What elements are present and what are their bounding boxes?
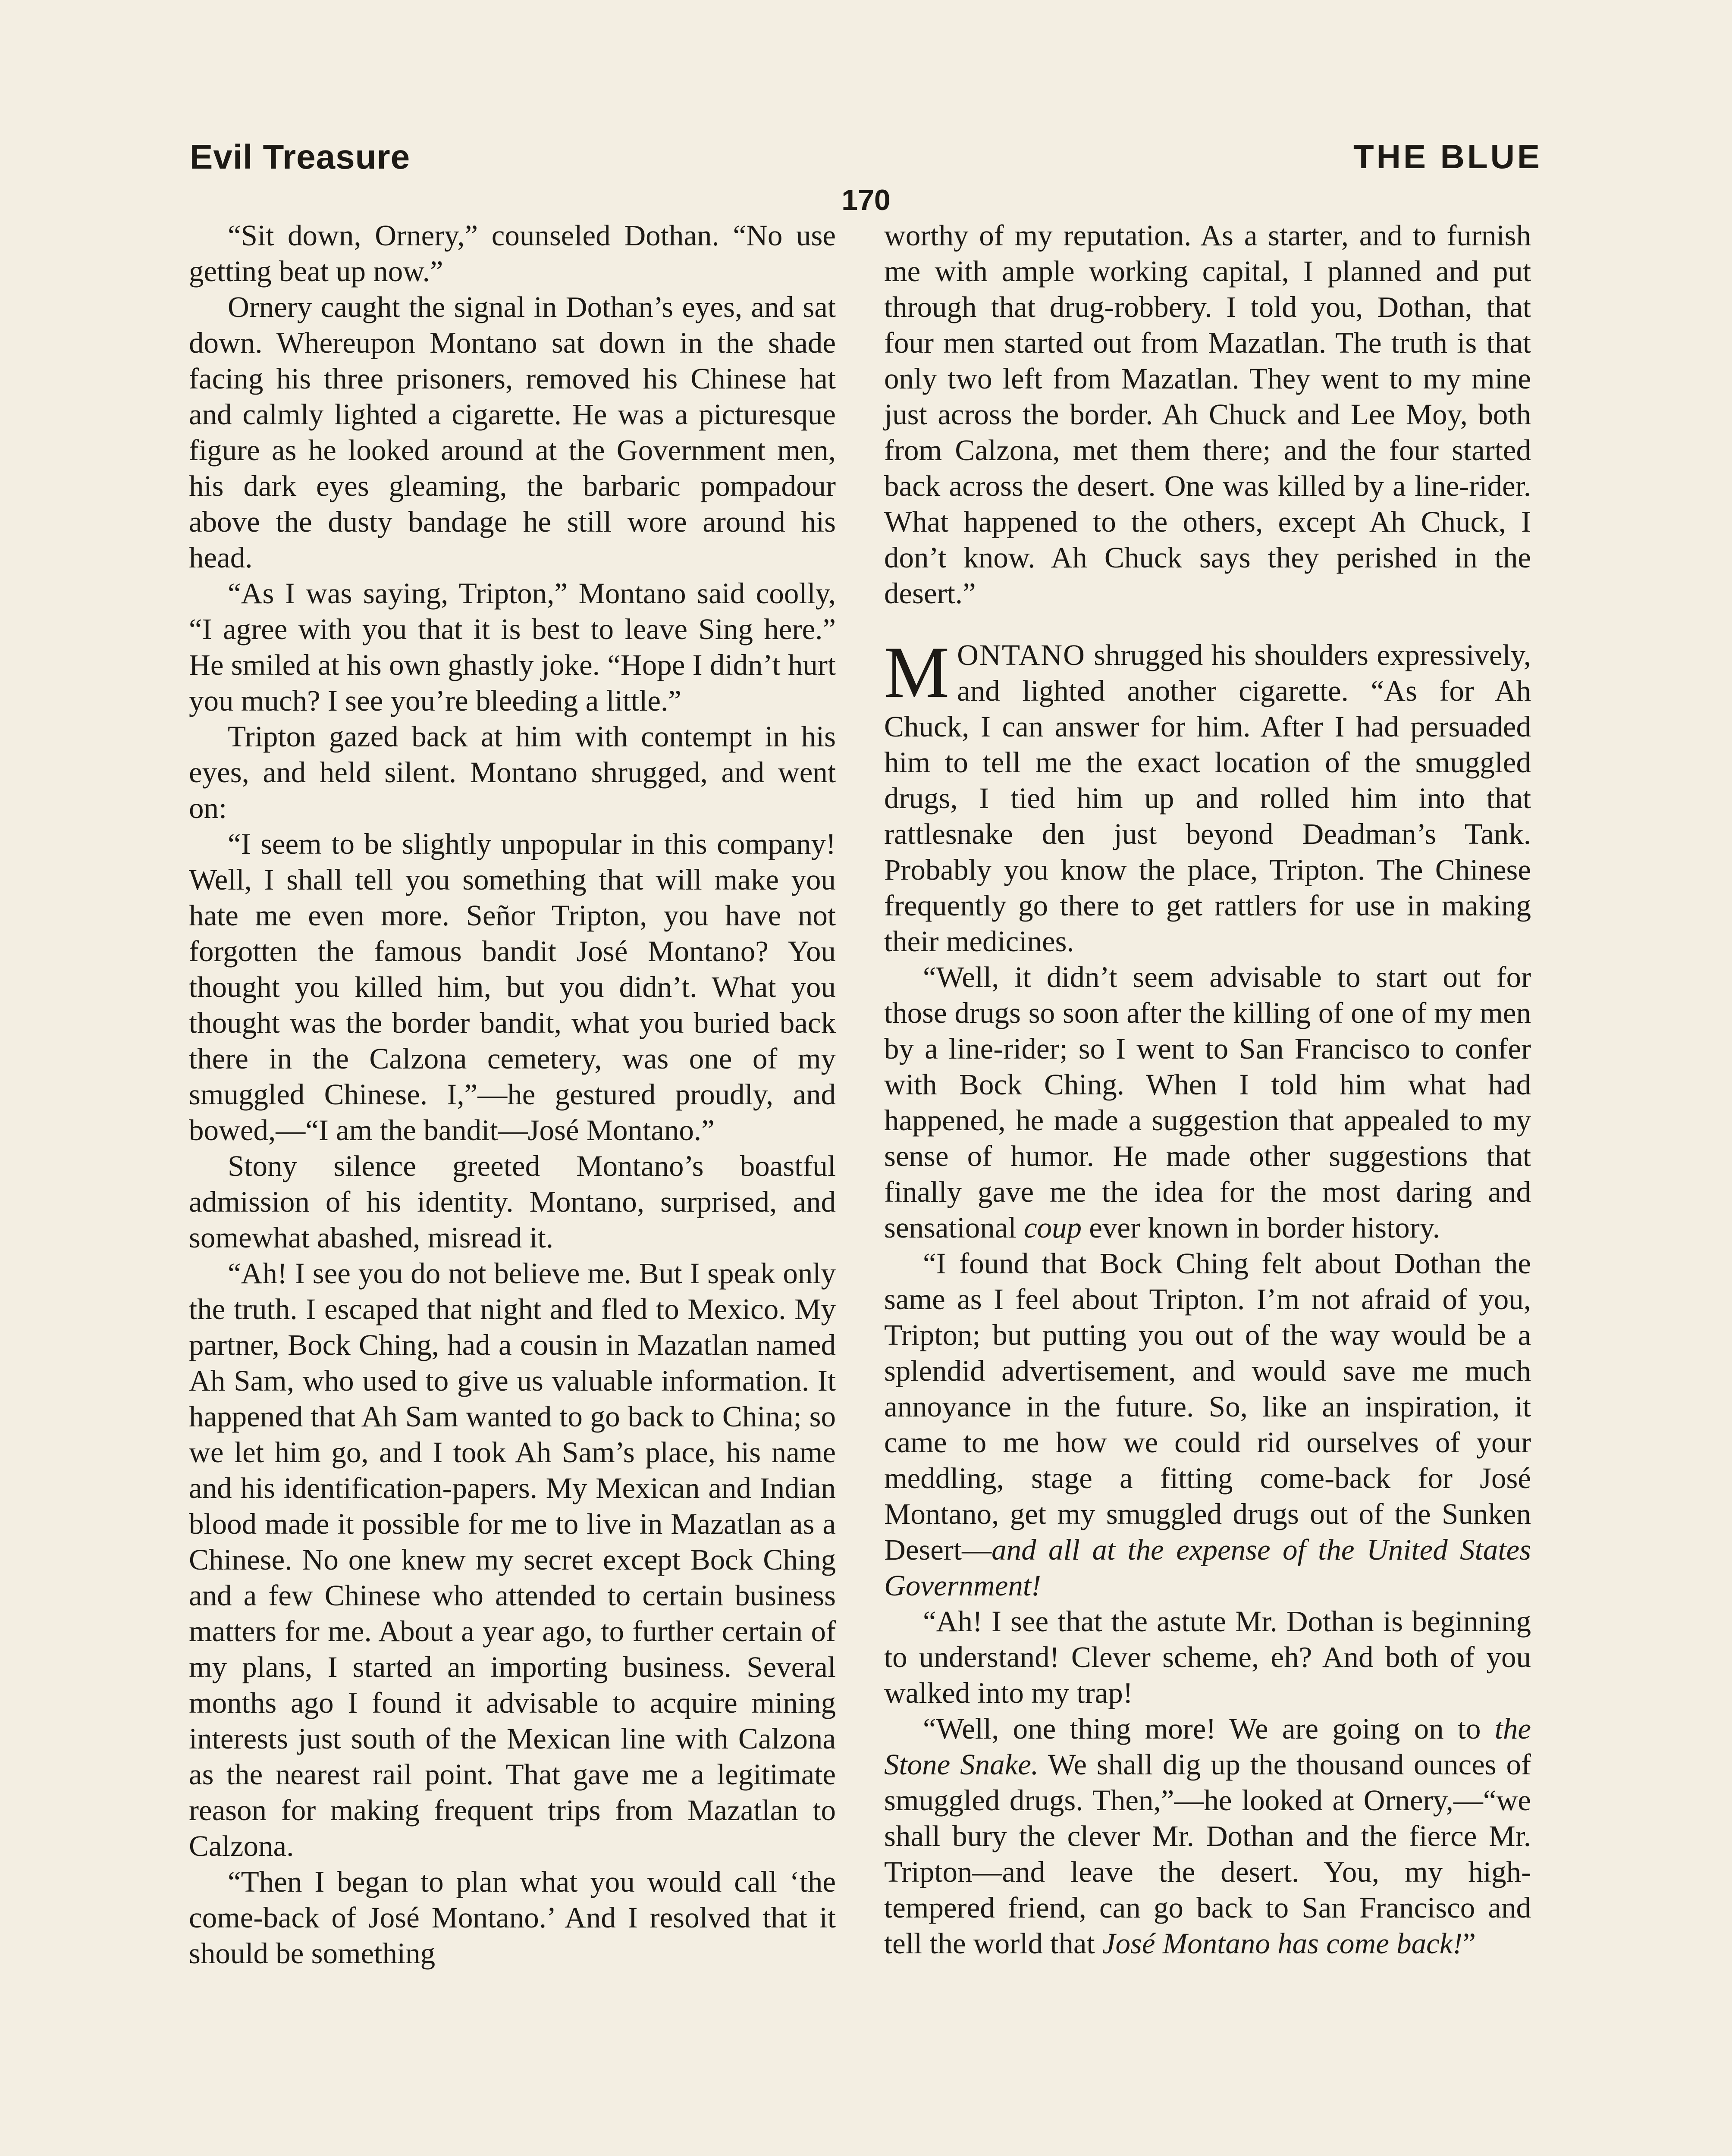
paragraph: “Sit down, Ornery,” counseled Dothan. “No use getting beat up now.”: [189, 219, 836, 288]
paragraph: “Ah! I see that the astute Mr. Dothan is beginning to understand! Clever scheme, eh? And both of you walked into my trap!: [884, 1605, 1531, 1709]
paragraph: [884, 959, 1531, 1246]
text-column-right: [884, 218, 1531, 1962]
paragraph-text: “I found that Bock Ching felt about Dothan the same as I feel about Tripton. I’m not afraid of you, Tripton; but putting you out of the way would be a splendid advertisement, and would save me much annoyance in the future. So, like an inspiration, it came to me how we could rid ourselves of your meddling, stage a fitting come-back for José Montano, get my smuggled drugs out of the Sunken Desert—: [884, 1247, 1531, 1566]
small-caps-lead: ONTANO: [957, 639, 1086, 671]
drop-cap: M: [884, 632, 950, 713]
paragraph: [884, 1711, 1531, 1962]
italic-text: and all at the expense of the United States Government!: [884, 1533, 1531, 1602]
paragraph-text: We shall dig up the thousand ounces of smuggled drugs. Then,”—he looked at Ornery,—“we shall bury the clever Mr. Dothan and the fierce Mr. Tripton—and leave the desert. You, my high-tempered friend, can go back to San Francisco and tell the world that: [884, 1748, 1531, 1960]
paragraph: [884, 1246, 1531, 1604]
running-title-left: Evil Treasure: [190, 138, 411, 176]
paragraph-text: ever known in border history.: [1081, 1211, 1440, 1244]
italic-text: the Stone Snake.: [884, 1712, 1531, 1781]
paragraph: worthy of my reputation. As a starter, and to furnish me with ample working capital, I planned and put through that drug-robbery. I told you, Dothan, that four men started out from Mazatlan. The truth is that only two left from Mazatlan. They went to my mine just across the border. Ah Chuck and Lee Moy, both from Calzona, met them there; and the four started back across the desert. One was killed by a line-rider. What happened to the others, except Ah Chuck, I don’t know. Ah Chuck says they perished in the desert.”: [884, 219, 1531, 610]
text-column-left: [189, 218, 836, 1971]
paragraph: Tripton gazed back at him with contempt in his eyes, and held silent. Montano shrugged, and went on:: [189, 720, 836, 824]
paragraph: “As I was saying, Tripton,” Montano said coolly, “I agree with you that it is best to leave Sing here.” He smiled at his own ghastly joke. “Hope I didn’t hurt you much? I see you’re bleeding a little.”: [189, 577, 836, 717]
paragraph-text: “Well, it didn’t seem advisable to start out for those drugs so soon after the killing of one of my men by a line-rider; so I went to San Francisco to confer with Bock Ching. When I told him what had happened, he made a suggestion that appealed to my sense of humor. He made other suggestions that finally gave me the idea for the most daring and sensational: [884, 961, 1531, 1244]
paragraph: “Ah! I see you do not believe me. But I speak only the truth. I escaped that night and fled to Mexico. My partner, Bock Ching, had a cousin in Mazatlan named Ah Sam, who used to give us valuable information. It happened that Ah Sam wanted to go back to China; so we let him go, and I took Ah Sam’s place, his name and his identification-papers. My Mexican and Indian blood made it possible for me to live in Mazatlan as a Chinese. No one knew my secret except Bock Ching and a few Chinese who attended to certain business matters for me. About a year ago, to further certain of my plans, I started an importing business. Several months ago I found it advisable to acquire mining interests just south of the Mexican line with Calzona as the nearest rail point. That gave me a legitimate reason for making frequent trips from Mazatlan to Calzona.: [189, 1257, 836, 1862]
paragraph-text: “Well, one thing more! We are going on to: [923, 1712, 1495, 1745]
paragraph: “Then I began to plan what you would call ‘the come-back of José Montano.’ And I resolved that it should be something: [189, 1865, 836, 1970]
paragraph: Stony silence greeted Montano’s boastful admission of his identity. Montano, surprised, and somewhat abashed, misread it.: [189, 1150, 836, 1254]
italic-text: coup: [1023, 1211, 1082, 1244]
italic-text: José Montano has come back!: [1102, 1927, 1463, 1960]
paragraph: “I seem to be slightly unpopular in this company! Well, I shall tell you something that will make you hate me even more. Señor Tripton, you have not forgotten the famous bandit José Montano? You thought you killed him, but you didn’t. What you thought was the border bandit, what you buried back there in the Calzona cemetery, was one of my smuggled Chinese. I,”—he gestured proudly, and bowed,—“I am the bandit—José Montano.”: [189, 827, 836, 1147]
running-title-right: THE BLUE: [1353, 138, 1542, 175]
paragraph: Ornery caught the signal in Dothan’s eyes, and sat down. Whereupon Montano sat down in the shade facing his three prisoners, removed his Chinese hat and calmly lighted a cigarette. He was a picturesque figure as he looked around at the Government men, his dark eyes gleaming, the barbaric pompadour above the dusty bandage he still wore around his head.: [189, 291, 836, 574]
page-number: 170: [841, 184, 891, 216]
paragraph-text: ”: [1462, 1927, 1476, 1960]
paragraph-text: shrugged his shoulders expressively, and lighted another cigarette. “As for Ah Chuck, I can answer for him. After I had persuaded him to tell me the exact location of the smuggled drugs, I tied him up and rolled him into that rattlesnake den just beyond Deadman’s Tank. Probably you know the place, Tripton. The Chinese frequently go there to get rattlers for use in making their medicines.: [884, 639, 1531, 958]
section-opening-paragraph: [884, 632, 1531, 959]
